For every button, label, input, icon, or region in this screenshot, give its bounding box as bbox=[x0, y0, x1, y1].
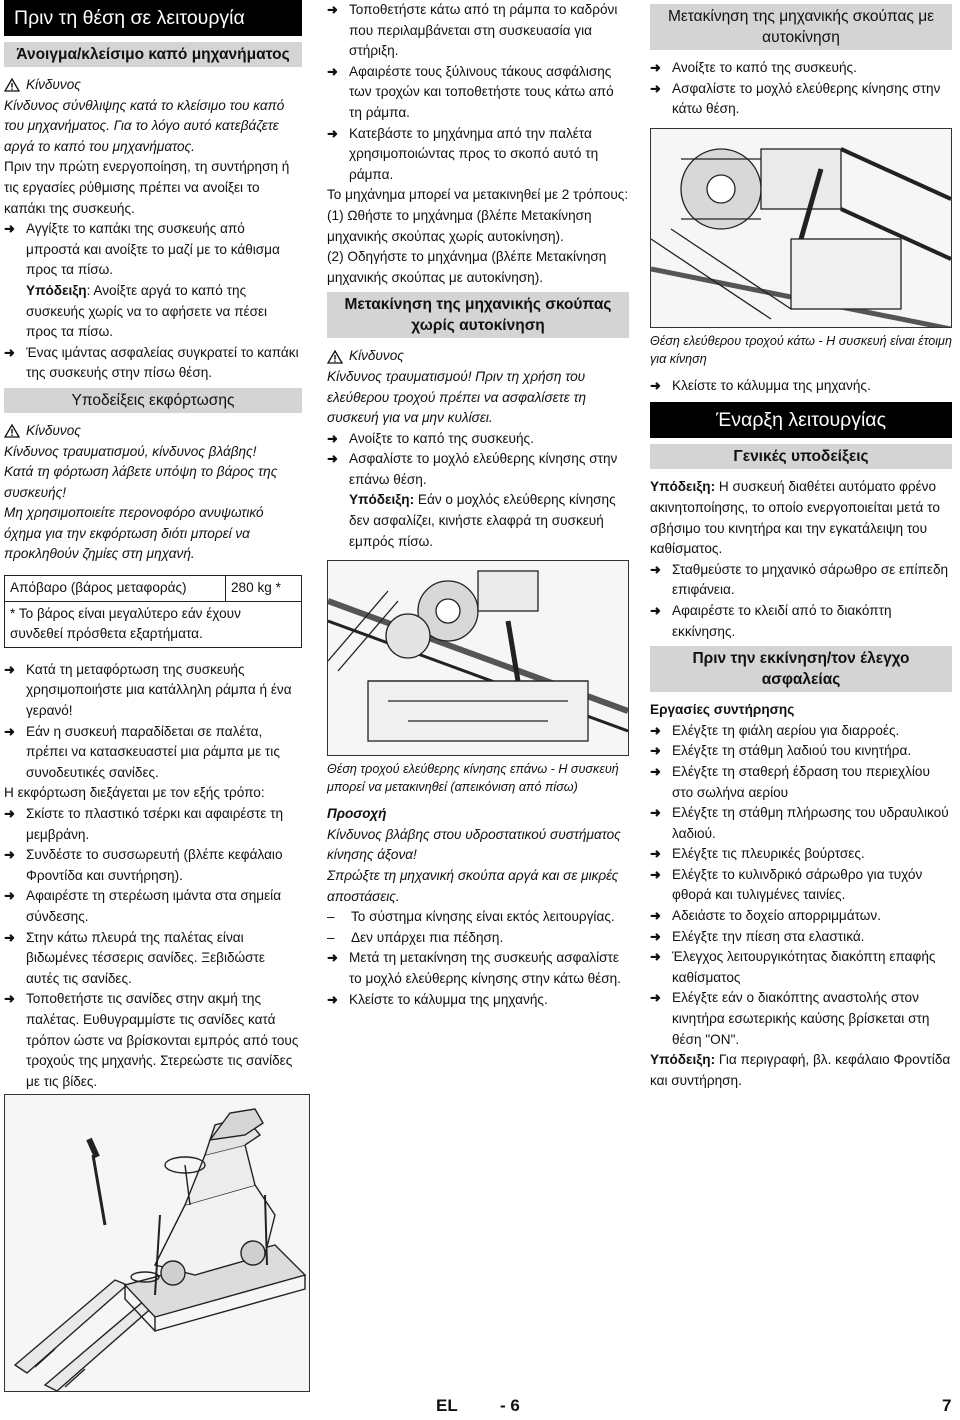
arrow-right-icon: ➜ bbox=[327, 63, 338, 79]
arrow-right-icon: ➜ bbox=[327, 430, 338, 446]
warning-triangle-icon bbox=[4, 78, 20, 92]
step-item: ➜ Ασφαλίστε το μοχλό ελεύθερης κίνησης στην επάνω θέση. bbox=[327, 449, 629, 490]
arrow-right-icon: ➜ bbox=[650, 846, 661, 862]
arrow-right-icon: ➜ bbox=[4, 661, 15, 677]
check-item: ➜ Ελέγξτε τη στάθμη λαδιού του κινητήρα. bbox=[650, 741, 952, 762]
freewheel-up-illustration bbox=[328, 561, 628, 756]
arrow-right-icon: ➜ bbox=[327, 451, 338, 467]
column-3 bbox=[650, 0, 952, 1091]
step-item: ➜ Στην κάτω πλευρά της παλέτας είναι βιδωμένες τέσσερις σανίδες. Ξεβιδώστε αυτές τις σανίδες. bbox=[4, 928, 302, 990]
arrow-right-icon: ➜ bbox=[650, 990, 661, 1006]
arrow-right-icon: ➜ bbox=[4, 847, 15, 863]
arrow-right-icon: ➜ bbox=[650, 602, 661, 618]
dash-item: – Δεν υπάρχει πια πέδηση. bbox=[327, 929, 504, 945]
step-item: ➜ Εάν η συσκευή παραδίδεται σε παλέτα, πρέπει να κατασκευαστεί μια ράμπα με τις συνοδευτικές σανίδες. bbox=[4, 722, 302, 784]
arrow-right-icon: ➜ bbox=[4, 344, 15, 360]
caution-text: Σπρώξτε τη μηχανική σκούπα αργά και σε μικρές αποστάσεις. bbox=[327, 868, 619, 904]
danger-title: Κίνδυνος bbox=[4, 421, 302, 442]
caution-text: Κίνδυνος βλάβης στου υδροστατικού συστήματος κίνησης άξονα! bbox=[327, 826, 621, 863]
weight-value: 280 kg * bbox=[226, 576, 302, 602]
figure-freewheel-down bbox=[650, 128, 952, 328]
pallet-ramp-illustration bbox=[5, 1095, 310, 1392]
figure-caption: Θέση ελεύθερου τροχού κάτω - Η συσκευή είναι έτοιμη για κίνηση bbox=[650, 333, 952, 366]
weight-table bbox=[4, 575, 302, 648]
arrow-right-icon: ➜ bbox=[327, 2, 338, 17]
figure-caption: Θέση τροχού ελεύθερης κίνησης επάνω - Η συσκευή μπορεί να μετακινηθεί (απεικόνιση από πίσω) bbox=[327, 762, 619, 795]
check-item: ➜ Ελέγξτε το κυλινδρικό σάρωθρο για τυχόν φθορά και τυλιγμένες ταινίες. bbox=[650, 865, 952, 906]
caution-title: Προσοχή bbox=[327, 806, 387, 822]
check-item: ➜ Ελέγξτε την πίεση στα ελαστικά. bbox=[650, 927, 952, 948]
arrow-right-icon: ➜ bbox=[327, 991, 338, 1007]
check-item: ➜ Αδειάστε το δοχείο απορριμμάτων. bbox=[650, 906, 952, 927]
step-item: ➜ Συνδέστε το συσσωρευτή (βλέπε κεφάλαιο Φροντίδα και συντήρηση). bbox=[4, 845, 302, 886]
step-item: ➜ Αγγίξτε το καπάκι της συσκευής από μπροστά και ανοίξτε το μαζί με το κάθισμα προς τα πίσω. bbox=[4, 219, 302, 281]
column-1 bbox=[4, 0, 302, 1092]
paragraph: (1) Ωθήστε το μηχάνημα (βλέπε Μετακίνηση μηχανικής σκούπας χωρίς αυτοκίνηση). bbox=[327, 207, 592, 244]
arrow-right-icon: ➜ bbox=[4, 806, 15, 821]
step-item: ➜ Τοποθετήστε κάτω από τη ράμπα το καδρόνι που περιλαμβάνεται στη συσκευασία για στήριξη. bbox=[327, 0, 629, 62]
check-item: ➜ Έλεγχος λειτουργικότητας διακόπτη επαφής καθίσματος bbox=[650, 947, 952, 988]
check-item: ➜ Ελέγξτε τις πλευρικές βούρτσες. bbox=[650, 844, 952, 865]
arrow-right-icon: ➜ bbox=[650, 866, 661, 882]
arrow-right-icon: ➜ bbox=[650, 928, 661, 944]
arrow-right-icon: ➜ bbox=[4, 929, 15, 945]
arrow-right-icon: ➜ bbox=[327, 950, 338, 966]
warning-triangle-icon bbox=[4, 424, 20, 438]
arrow-right-icon: ➜ bbox=[650, 60, 661, 75]
step-item: ➜ Κλείστε το κάλυμμα της μηχανής. bbox=[650, 376, 952, 397]
step-item: ➜ Σκίστε το πλαστικό τσέρκι και αφαιρέστε τη μεμβράνη. bbox=[4, 804, 302, 845]
step-item: ➜ Σταθμεύστε το μηχανικό σάρωθρο σε επίπεδη επιφάνεια. bbox=[650, 560, 952, 601]
step-item: ➜ Κατεβάστε το μηχάνημα από την παλέτα χρησιμοποιώντας προς το σκοπό αυτό τη ράμπα. bbox=[327, 124, 629, 186]
arrow-right-icon: ➜ bbox=[650, 805, 661, 821]
step-item: ➜ Ασφαλίστε το μοχλό ελεύθερης κίνησης στην κάτω θέση. bbox=[650, 79, 952, 120]
arrow-right-icon: ➜ bbox=[650, 763, 661, 779]
figure-machine-on-pallet-ramp bbox=[4, 1094, 310, 1392]
arrow-right-icon: ➜ bbox=[4, 723, 15, 739]
arrow-right-icon: ➜ bbox=[4, 888, 15, 904]
paragraph: Το μηχάνημα μπορεί να μετακινηθεί με 2 τρόπους: bbox=[327, 187, 629, 203]
dash-item: – Το σύστημα κίνησης είναι εκτός λειτουργίας. bbox=[327, 909, 615, 925]
paragraph: Πριν την πρώτη ενεργοποίηση, τη συντήρηση ή τις εργασίες ρύθμισης πρέπει να ανοίξει το καπάκι της συσκευής. bbox=[4, 159, 290, 216]
maintenance-title: Εργασίες συντήρησης bbox=[650, 702, 795, 718]
danger-text: Κίνδυνος τραυματισμού, κίνδυνος βλάβης! bbox=[4, 443, 257, 459]
step-item: ➜ Μετά τη μετακίνηση της συσκευής ασφαλίστε το μοχλό ελεύθερης κίνησης στην κάτω θέση. bbox=[327, 948, 629, 989]
step-item: ➜ Ένας ιμάντας ασφαλείας συγκρατεί το καπάκι της συσκευής στην πίσω θέση. bbox=[4, 343, 302, 384]
hint: Υπόδειξη: Εάν ο μοχλός ελεύθερης κίνησης δεν ασφαλίζει, κινήστε ελαφρά τη συσκευή εμπρός πίσω. bbox=[349, 492, 616, 549]
danger-title: Κίνδυνος bbox=[4, 75, 302, 96]
arrow-right-icon: ➜ bbox=[650, 908, 661, 924]
step-item: ➜ Ανοίξτε το καπό της συσκευής. bbox=[327, 429, 629, 450]
figure-freewheel-up bbox=[327, 560, 629, 756]
arrow-right-icon: ➜ bbox=[650, 561, 661, 577]
danger-text: Κίνδυνος τραυματισμού! Πριν τη χρήση του ελεύθερου τροχού πρέπει να ασφαλίσετε τη συσκευή για να μην κυλίσει. bbox=[327, 368, 587, 426]
step-item: ➜ Αφαιρέστε το κλειδί από το διακόπτη εκκίνησης. bbox=[650, 601, 952, 642]
check-item: ➜ Ελέγξτε τη στάθμη πλήρωσης του υδραυλικού λαδιού. bbox=[650, 803, 952, 844]
warning-triangle-icon bbox=[327, 350, 343, 364]
heading-move-with-drive: Μετακίνηση της μηχανικής σκούπας με αυτοκίνηση bbox=[650, 4, 952, 50]
section-banner-before-start: Πριν τη θέση σε λειτουργία bbox=[4, 0, 302, 36]
section-banner-start-operation: Έναρξη λειτουργίας bbox=[650, 402, 952, 438]
heading-general-notes: Γενικές υποδείξεις bbox=[650, 444, 952, 469]
freewheel-down-illustration bbox=[651, 129, 951, 328]
arrow-right-icon: ➜ bbox=[650, 949, 661, 965]
danger-text: Μη χρησιμοποιείτε περονοφόρο ανυψωτικό όχημα για την εκφόρτωση διότι μπορεί να προκληθούν ζημίες στη μηχανή. bbox=[4, 505, 264, 562]
arrow-right-icon: ➜ bbox=[4, 221, 15, 237]
step-item: ➜ Ανοίξτε το καπό της συσκευής. bbox=[650, 58, 952, 79]
column-2 bbox=[327, 0, 629, 1010]
arrow-right-icon: ➜ bbox=[650, 722, 661, 738]
step-item: ➜ Αφαιρέστε τη στερέωση ιμάντα στα σημεία σύνδεσης. bbox=[4, 886, 302, 927]
heading-pre-start-check: Πριν την εκκίνηση/τον έλεγχο ασφαλείας bbox=[650, 646, 952, 692]
check-item: ➜ Ελέγξτε τη φιάλη αερίου για διαρροές. bbox=[650, 721, 952, 742]
footer-page-number: 7 bbox=[942, 1396, 952, 1415]
danger-text: Κίνδυνος σύνθλιψης κατά το κλείσιμο του καπό του μηχανήματος. Για το λόγο αυτό κατεβάζετε αργά το καπό του μηχανήματος. bbox=[4, 97, 285, 154]
weight-label: Απόβαρο (βάρος μεταφοράς) bbox=[5, 576, 226, 602]
hint: Υπόδειξη: Για περιγραφή, βλ. κεφάλαιο Φροντίδα και συντήρηση. bbox=[650, 1052, 951, 1088]
arrow-right-icon: ➜ bbox=[650, 377, 661, 393]
footer-section-page: - 6 bbox=[500, 1396, 520, 1415]
heading-move-without-drive: Μετακίνηση της μηχανικής σκούπας χωρίς αυτοκίνηση bbox=[327, 292, 629, 338]
weight-note: * Το βάρος είναι μεγαλύτερο εάν έχουν συνδεθεί πρόσθετα εξαρτήματα. bbox=[5, 601, 302, 647]
danger-text: Κατά τη φόρτωση λάβετε υπόψη το βάρος της συσκευής! bbox=[4, 464, 278, 500]
step-item: ➜ Αφαιρέστε τους ξύλινους τάκους ασφάλισης των τροχών και τοποθετήστε τους κάτω από τη ράμπα. bbox=[327, 62, 629, 124]
paragraph: (2) Οδηγήστε το μηχάνημα (βλέπε Μετακίνηση μηχανικής σκούπας με αυτοκίνηση). bbox=[327, 249, 607, 285]
step-item: ➜ Τοποθετήστε τις σανίδες στην ακμή της παλέτας. Ευθυγραμμίστε τις σανίδες κατά τρόπον ώστε να βρίσκονται εμπρός από τους τροχούς της μηχανής. Στερεώστε τις σανίδες με τις βίδες. bbox=[4, 989, 302, 1092]
check-item: ➜ Ελέγξτε εάν ο διακόπτης αναστολής στον κινητήρα εσωτερικής καύσης βρίσκεται στη θέση "ON". bbox=[650, 988, 952, 1050]
paragraph: Η εκφόρτωση διεξάγεται με τον εξής τρόπο: bbox=[4, 785, 265, 801]
footer-language: EL bbox=[436, 1396, 458, 1415]
heading-unloading-notes: Υποδείξεις εκφόρτωσης bbox=[4, 388, 302, 413]
step-item: ➜ Κατά τη μεταφόρτωση της συσκευής χρησιμοποιήστε μια κατάλληλη ράμπα ή ένα γερανό! bbox=[4, 660, 302, 722]
arrow-right-icon: ➜ bbox=[650, 743, 661, 759]
arrow-right-icon: ➜ bbox=[4, 991, 15, 1007]
step-item: ➜ Κλείστε το κάλυμμα της μηχανής. bbox=[327, 990, 629, 1011]
danger-title: Κίνδυνος bbox=[327, 346, 629, 367]
arrow-right-icon: ➜ bbox=[650, 80, 661, 96]
hint: Υπόδειξη: Η συσκευή διαθέτει αυτόματο φρένο ακινητοποίησης, το οποίο ενεργοποιείται μετά το σβήσιμο του κινητήρα και την εγκατάλειψη του καθίσματος. bbox=[650, 479, 940, 557]
check-item: ➜ Ελέγξτε τη σταθερή έδραση του περιεχλίου στο σωλήνα αερίου bbox=[650, 762, 952, 803]
heading-hood-open-close: Άνοιγμα/κλείσιμο καπό μηχανήματος bbox=[4, 42, 302, 67]
hint: Υπόδειξη: Ανοίξτε αργά το καπό της συσκευής χωρίς να το αφήσετε να πέσει προς τα πίσω. bbox=[26, 282, 268, 340]
arrow-right-icon: ➜ bbox=[327, 125, 338, 141]
